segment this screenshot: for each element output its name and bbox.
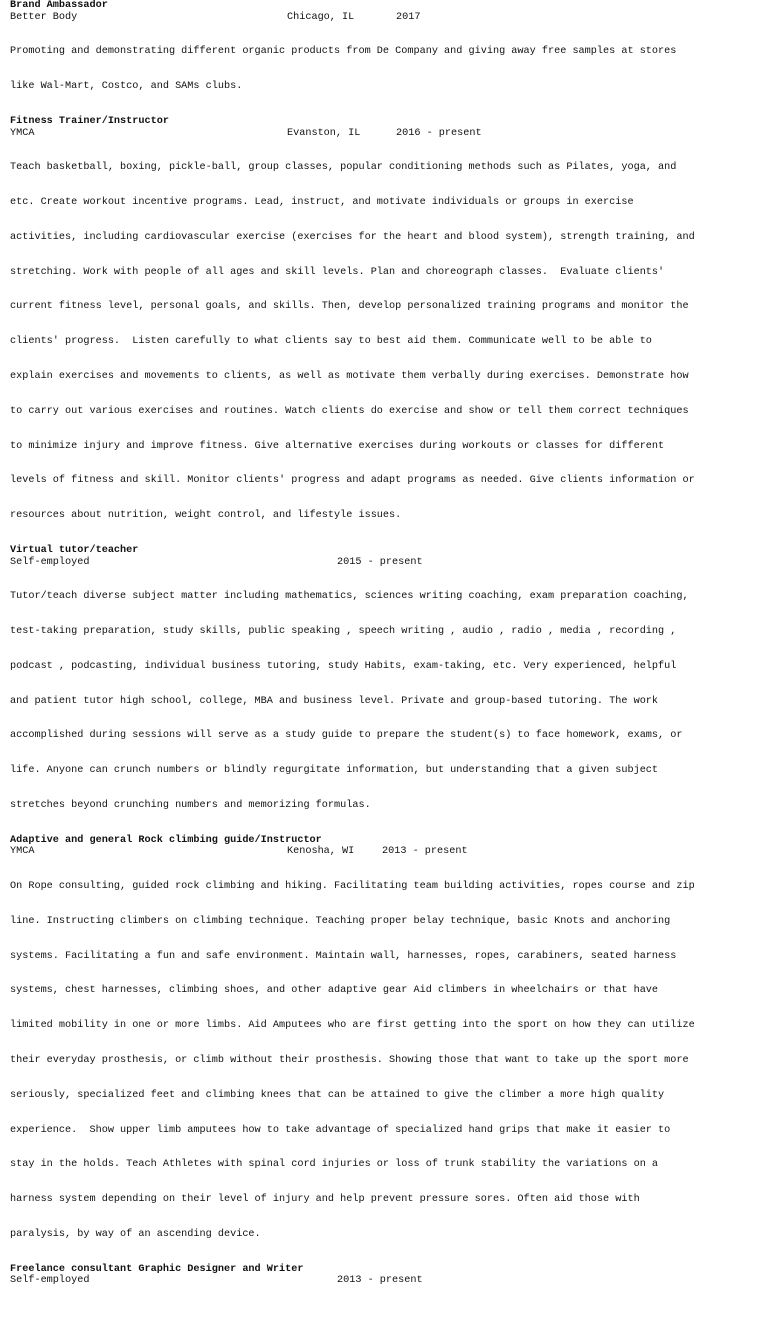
dates: 2016 - present xyxy=(396,127,482,139)
job-title: Brand Ambassador xyxy=(10,0,108,11)
description-line: resources about nutrition, weight control, and lifestyle issues. xyxy=(10,510,402,522)
description-line: stretching. Work with people of all ages and skill levels. Plan and choreograph classes. Evaluate clients' xyxy=(10,266,665,278)
description-line: etc. Create workout incentive programs. Lead, instruct, and motivate individuals or groups in exercise xyxy=(10,197,634,209)
description-line: clients' progress. Listen carefully to what clients say to best aid them. Communicate well to be able to xyxy=(10,336,652,348)
job-description xyxy=(10,858,769,1264)
description-line: harness system depending on their level of injury and help prevent pressure sores. Often aid those with xyxy=(10,1194,640,1206)
dates: 2017 xyxy=(396,11,421,23)
employer: Better Body xyxy=(10,11,78,23)
description-line: line. Instructing climbers on climbing technique. Teaching proper belay technique, basic Knots and anchoring xyxy=(10,915,671,927)
job-description xyxy=(10,23,769,116)
dates: 2013 - present xyxy=(337,1275,423,1287)
description-line: and patient tutor high school, college, MBA and business level. Private and group-based tutoring. The work xyxy=(10,695,659,707)
description-line: life. Anyone can crunch numbers or blindly regurgitate information, but understanding that a given subject xyxy=(10,765,659,777)
description-line: systems, chest harnesses, climbing shoes, and other adaptive gear Aid climbers in wheelchairs or that have xyxy=(10,985,659,997)
description-line: like Wal-Mart, Costco, and SAMs clubs. xyxy=(10,81,243,93)
description-line: systems. Facilitating a fun and safe environment. Maintain wall, harnesses, ropes, carabiners, seated harness xyxy=(10,950,677,962)
description-line: seriously, specialized feet and climbing knees that can be attained to give the climber a more high quality xyxy=(10,1089,665,1101)
description-line: podcast , podcasting, individual business tutoring, study Habits, exam-taking, etc. Very experienced, helpful xyxy=(10,660,677,672)
description-line: Tutor/teach diverse subject matter including mathematics, sciences writing coaching, exam preparation coaching, xyxy=(10,591,689,603)
description-line: Promoting and demonstrating different organic products from De Company and giving away free samples at stores xyxy=(10,46,677,58)
job-description xyxy=(10,568,769,835)
description-line: current fitness level, personal goals, and skills. Then, develop personalized training programs and monitor the xyxy=(10,301,689,313)
description-line: On Rope consulting, guided rock climbing and hiking. Facilitating team building activities, ropes course and zip xyxy=(10,881,695,893)
description-line: levels of fitness and skill. Monitor clients' progress and adapt programs as needed. Give clients information or xyxy=(10,475,695,487)
location: Kenosha, WI xyxy=(287,846,355,858)
description-line: explain exercises and movements to clients, as well as motivate them verbally during exercises. Demonstrate how xyxy=(10,371,689,382)
job-title: Virtual tutor/teacher xyxy=(10,544,139,556)
job-meta xyxy=(10,557,769,569)
description-line: accomplished during sessions will serve as a study guide to prepare the student(s) to face homework, exams, or xyxy=(10,730,683,742)
job-meta xyxy=(10,846,769,858)
job-title: Fitness Trainer/Instructor xyxy=(10,115,169,127)
description-line: experience. Show upper limb amputees how to take advantage of specialized hand grips that make it easier to xyxy=(10,1124,671,1136)
job-meta xyxy=(10,1275,769,1287)
location: Evanston, IL xyxy=(287,127,361,139)
dates: 2013 - present xyxy=(382,846,468,858)
employer: YMCA xyxy=(10,127,35,139)
description-line: Teach basketball, boxing, pickle-ball, group classes, popular conditioning methods such as Pilates, yoga, and xyxy=(10,162,677,174)
description-line: test-taking preparation, study skills, public speaking , speech writing , audio , radio , media , recording , xyxy=(10,626,677,638)
dates: 2015 - present xyxy=(337,556,423,568)
description-line: limited mobility in one or more limbs. Aid Amputees who are first getting into the sport on how they can utilize xyxy=(10,1020,695,1032)
description-line: paralysis, by way of an ascending device. xyxy=(10,1228,261,1240)
job-title: Adaptive and general Rock climbing guide/Instructor xyxy=(10,834,322,846)
job-entry-fitness-trainer xyxy=(10,116,769,545)
employer: YMCA xyxy=(10,846,35,858)
job-meta xyxy=(10,12,769,24)
job-entry-brand-ambassador xyxy=(10,0,769,116)
job-entry-virtual-tutor xyxy=(10,545,769,835)
job-entry-freelance-consultant xyxy=(10,1264,769,1287)
description-line: stay in the holds. Teach Athletes with spinal cord injuries or loss of trunk stability the variations on a xyxy=(10,1159,659,1171)
employer: Self-employed xyxy=(10,1275,90,1287)
employer: Self-employed xyxy=(10,556,90,568)
description-line: stretches beyond crunching numbers and memorizing formulas. xyxy=(10,799,371,811)
description-line: to minimize injury and improve fitness. Give alternative exercises during workouts or classes for different xyxy=(10,440,665,452)
description-line: to carry out various exercises and routines. Watch clients do exercise and show or tell them correct techniques xyxy=(10,405,689,417)
job-meta xyxy=(10,128,769,140)
description-line: activities, including cardiovascular exercise (exercises for the heart and blood system), strength training, and xyxy=(10,231,695,243)
location: Chicago, IL xyxy=(287,11,355,23)
job-title: Freelance consultant Graphic Designer and Writer xyxy=(10,1263,304,1275)
job-entry-rock-climbing-instructor xyxy=(10,835,769,1264)
description-line: their everyday prosthesis, or climb without their prosthesis. Showing those that want to take up the sport more xyxy=(10,1055,689,1067)
job-description xyxy=(10,139,769,545)
